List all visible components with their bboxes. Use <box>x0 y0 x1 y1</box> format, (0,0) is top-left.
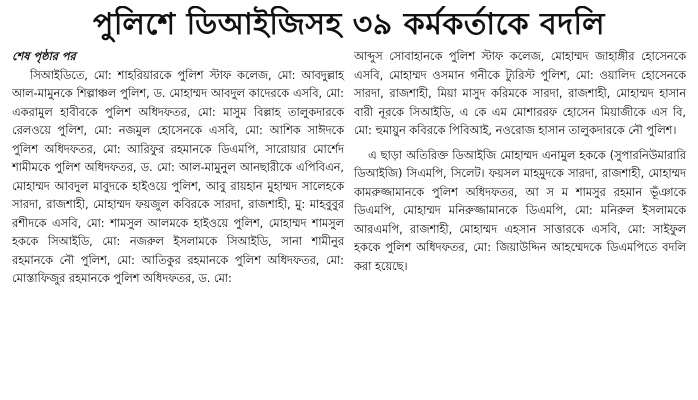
column-right <box>354 48 686 289</box>
paragraph: এ ছাড়া অতিরিক্ত ডিআইজি মোহাম্মদ এনামুল হককে (সুপারনিউমারারি ডিআইজি) সিএমপি, সিলেট। ফয়সল মাহমুদকে সারদা, রাজশাহী, মোহাম্মদ কামরুজ্জামানকে পুলিশ অধিদফতর, আ স ম শামসুর রহমান ভূঁঞাকে ডিএমপি, মোহাম্মদ মনিরুজ্জামানকে ডিএমপি, মো: মনিরুল ইসলামকে আরএমপি, রাজশাহী, মোহাম্মদ এহসান সাত্তারকে এসবি, মো: সাইফুল হককে পুলিশ অধিদফতর, মো: জিয়াউদ্দিন আহম্মেদকে ডিএমপিতে বদলি করা হয়েছে। <box>354 148 686 273</box>
article-body <box>12 48 686 289</box>
paragraph: সিআইডিতে, মো: শাহরিয়ারকে পুলিশ স্টাফ কলেজ, মো: আবদুল্লাহ আল-মামুনকে শিল্পাঞ্চল পুলিশ, ড. মোহাম্মদ আবদুল কাদেরকে এসবি, মো: একরামুল হাবীবকে পুলিশ অধিদফতর, মো: মাসুম বিল্লাহ তালুকদারকে রেলওয়ে পুলিশ, মো: নজমুল হোসেনকে এসবি, মো: আশিক সাঈদকে পুলিশ অধিদফতর, মো: আরিফুর রহমানকে ডিএমপি, সারোয়ার মোর্শেদ শামীমকে পুলিশ অধিদফতর, ড. মো: আল-মামুনুল আনছারীকে এপিবিএন, মোহাম্মদ আবদুল মাবুদকে হাইওয়ে পুলিশ, আবু রায়হান মুহাম্মদ সালেহকে সারদা, রাজশাহী, মোহাম্মদ ফয়জুল কবিরকে সারদা, রাজশাহী, মু: মাহবুবুর রশীদকে এসবি, মো: শামসুল আলমকে হাইওয়ে পুলিশ, মোহাম্মদ শামসুল হককে সিআইডি, মো: নজরুল ইসলামকে সিআইডি, সানা শামীনুর রহমানকে নৌ পুলিশ, মো: আতিকুর রহমানকে পুলিশ অধিদফতর, মো: মোস্তাফিজুর রহমানকে পুলিশ অধিদফতর, ড. মো: <box>12 68 344 285</box>
column-left <box>12 48 344 289</box>
continued-label: শেষ পৃষ্ঠার পর <box>12 50 76 63</box>
paragraph: আব্দুস সোবাহানকে পুলিশ স্টাফ কলেজ, মোহাম্মদ জাহাঙ্গীর হোসেনকে এসবি, মোহাম্মদ ওসমান গনীকে ট্যুরিস্ট পুলিশ, মো: ওয়ালিদ হোসেনকে সারদা, রাজশাহী, মিয়া মাসুদ করিমকে সারদা, রাজশাহী, মোহাম্মদ হাসান বারী নূরকে সিআইডি, এ কে এম মোশাররফ হোসেন মিয়াজীকে এস বি, মো: হুমায়ুন কবিরকে পিবিআই, নওরোজ হাসান তালুকদারকে নৌ পুলিশ। <box>354 50 686 137</box>
headline: পুলিশে ডিআইজিসহ ৩৯ কর্মকর্তাকে বদলি <box>93 7 605 42</box>
